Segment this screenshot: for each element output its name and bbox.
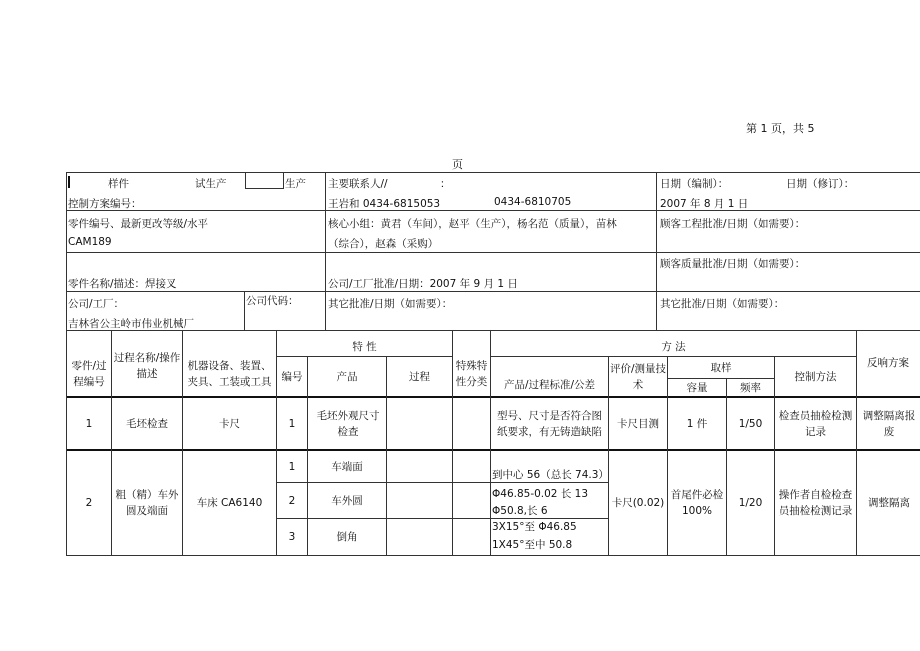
part-name: 零件名称/描述：焊接叉 [68, 278, 177, 290]
core-team-line1: 核心小组：黄君（车间），赵平（生产），杨名范（质量），苗林 [328, 218, 617, 230]
customer-eng-approval: 顾客工程批准/日期（如需要）： [660, 218, 806, 230]
row1-item1-product: 毛坯外观尺寸检查 [316, 409, 380, 438]
row1-freq: 1/50 [738, 417, 763, 430]
col-characteristics: 特 性 [352, 341, 377, 353]
col-char-no: 编号 [281, 370, 303, 383]
row2-item3-no: 3 [288, 531, 296, 543]
date-compiled: 日期（编制）： [660, 178, 729, 190]
row1-process-name: 毛坯检查 [126, 417, 168, 430]
col-sample-freq: 频率 [740, 381, 761, 394]
col-process-name: 过程名称/操作描述 [113, 352, 181, 380]
row1-control: 检查员抽检检测记录 [778, 409, 853, 438]
row1-process-no: 1 [85, 417, 93, 430]
row2-item3-spec-line2: 1X45°至中 50.8 [492, 539, 573, 551]
row2-item3-spec-line1: 3X15°至 Φ46.85 [492, 521, 577, 533]
contact-label: 主要联系人// [328, 178, 388, 190]
col-machine: 机器设备、装置、夹具、工装或工具 [187, 360, 272, 388]
row2-machine: 车床 CA6140 [196, 497, 263, 509]
row2-size: 首尾件必检 100% [670, 489, 724, 517]
core-team-line2: （综合），赵森（采购） [328, 238, 439, 250]
row1-item1-no: 1 [288, 417, 296, 430]
row2-item2-product: 车外圆 [331, 494, 363, 507]
date-value: 2007 年 8 月 1 日 [660, 198, 749, 210]
col-spec: 产品/过程标准/公差 [503, 378, 596, 391]
col-sample-size: 容量 [686, 381, 708, 394]
col-methods: 方 法 [661, 341, 686, 353]
row2-control: 操作者自检检查员抽检检测记录 [778, 489, 853, 517]
plan-no-label: 控制方案编号： [68, 198, 142, 210]
row1-reaction: 调整隔离报废 [862, 409, 916, 438]
row1-item1-spec: 型号、尺寸是否符合图纸要求，有无铸造缺陷 [497, 409, 602, 438]
col-part-process-no: 零件/过程编号 [71, 360, 107, 388]
row2-process-no: 2 [85, 497, 93, 509]
col-special-class: 特殊特性分类 [455, 360, 488, 388]
row1-size: 1 件 [686, 417, 708, 430]
sample-label: 样件 [108, 178, 129, 190]
plant-approval: 公司/工厂批准/日期：2007 年 9 月 1 日 [328, 278, 518, 290]
row2-item1-product: 车端面 [331, 460, 363, 473]
col-char-product: 产品 [336, 370, 358, 383]
col-char-process: 过程 [409, 370, 430, 383]
page-number-cont: 页 [452, 158, 463, 171]
row2-process-name: 粗（精）车外圆及端面 [115, 489, 179, 517]
row2-item1-no: 1 [288, 460, 296, 473]
company-code-label: 公司代码： [246, 295, 299, 307]
customer-quality-approval: 顾客质量批准/日期（如需要）： [660, 258, 806, 270]
row2-freq: 1/20 [738, 497, 763, 509]
row1-measurement: 卡尺目测 [617, 417, 659, 430]
row2-measurement: 卡尺(0.02) [611, 497, 665, 509]
trial-label: 试生产 [195, 178, 227, 190]
row2-item2-spec-line2: Φ50.8,长 6 [492, 505, 548, 517]
col-control-method: 控制方法 [794, 370, 837, 383]
row1-machine: 卡尺 [219, 417, 240, 430]
row2-item1-spec: 到中心 56（总长 74.3） [492, 469, 609, 481]
company-label: 公司/工厂： [68, 298, 125, 310]
other-approval-1: 其它批准/日期（如需要）： [328, 298, 453, 310]
row2-item3-product: 倒角 [336, 531, 358, 543]
company-value: 吉林省公主岭市伟业机械厂 [68, 318, 194, 330]
page-number: 第 1 页，共 5 [746, 122, 815, 135]
row2-item2-no: 2 [288, 494, 296, 507]
col-measurement: 评价/测量技术 [609, 362, 667, 391]
part-no-value: CAM189 [68, 236, 112, 248]
other-approval-2: 其它批准/日期（如需要）： [660, 298, 785, 310]
row2-item2-spec-line1: Φ46.85-0.02 长 13 [492, 488, 589, 500]
row2-reaction: 调整隔离 [868, 497, 910, 509]
date-revised: 日期（修订）： [786, 178, 855, 190]
col-reaction-plan: 反响方案 [867, 357, 909, 369]
contact-1: 王岩和 0434-6815053 [328, 198, 441, 210]
production-label: 生产 [285, 178, 306, 190]
contact-2: 0434-6810705 [494, 196, 572, 208]
contact-colon: ： [440, 178, 451, 190]
col-sample: 取样 [710, 361, 732, 374]
part-no-label: 零件编号、最新更改等级/水平 [68, 218, 209, 230]
